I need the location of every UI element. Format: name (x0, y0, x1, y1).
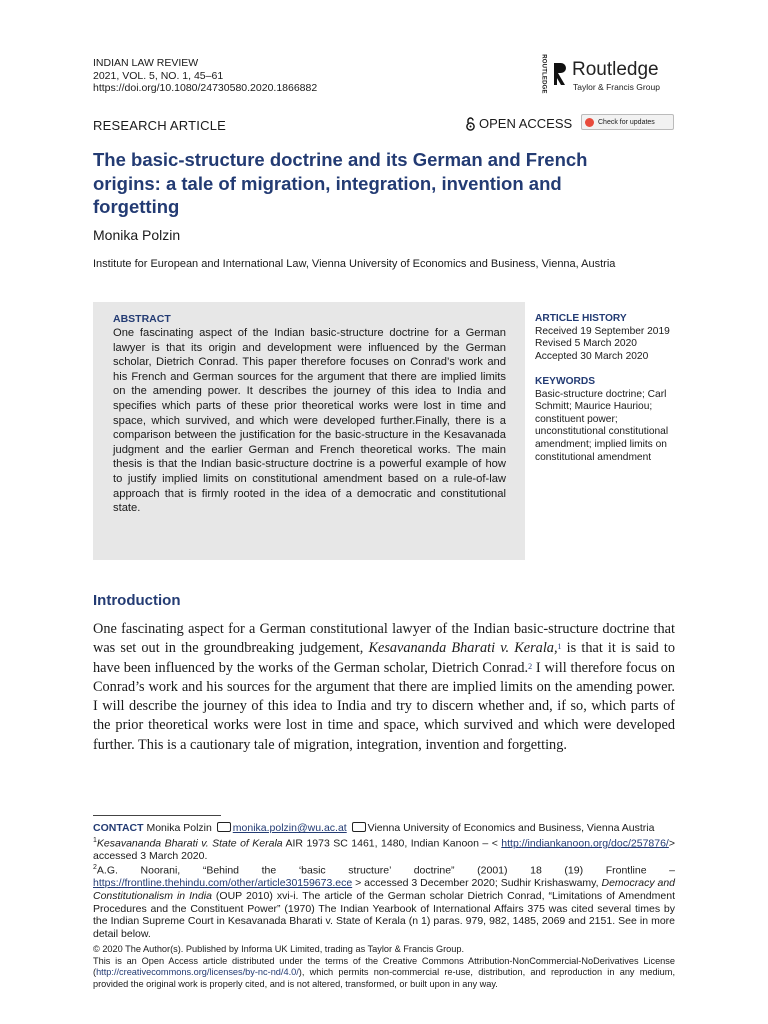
contact-line (93, 822, 675, 835)
publisher-logo (538, 54, 678, 97)
article-history (535, 313, 685, 363)
copyright-line: © 2020 The Author(s). Published by Informa UK Limited, trading as Taylor & Francis Group. (93, 944, 465, 954)
case-name: Kesavananda Bharati v. Kerala, (368, 640, 558, 657)
author-name: Monika Polzin (93, 227, 181, 243)
address-icon (352, 822, 366, 832)
footnote-ref-1[interactable]: 1 (557, 642, 562, 652)
history-heading: ARTICLE HISTORY (535, 313, 627, 324)
history-received: Received 19 September 2019 (535, 325, 670, 337)
publisher-name: Routledge (572, 59, 659, 80)
footnotes (93, 822, 675, 940)
intro-paragraph: One fascinating aspect for a German constitutional lawyer of the Indian basic-structure doctrine that was set out in the groundbreaking judgement, Kesavananda Bharati v. Kerala,$^1$ is that it is said to have been influenced by the works of the German scholar, Dietrich Conrad.$^2$ I will therefore focus on Conrad’s work and his sources for the argument that there are implied limits on the amending power. I will describe the journey of this idea to India and try to discern whether and, if so, which parts of the prior theoretical works were lost in time and space, which survived and which were developed further. This is a cautionary tale of migration, integration, invention and forgetting. (93, 621, 675, 753)
check-updates-label: Check for updates (598, 118, 655, 126)
check-updates-icon (585, 118, 594, 127)
author-affiliation: Institute for European and International Law, Vienna University of Economics and Business, Vienna, Austria (93, 258, 616, 270)
keywords-text: Basic-structure doctrine; Carl Schmitt; Maurice Hauriou; constituent power; unconstitutional constitutional amendment; implied limits on constitutional amendment (535, 388, 669, 463)
journal-volume: 2021, VOL. 5, NO. 1, 45–61 (93, 69, 224, 82)
footnote-1-link[interactable]: http://indiankanoon.org/doc/257876/ (501, 837, 669, 850)
routledge-mark-icon (552, 61, 568, 87)
article-title: The basic-structure doctrine and its German and French origins: a tale of migration, integration, invention and forgetting (93, 149, 588, 217)
keywords (535, 376, 685, 464)
footnote-2-link[interactable]: https://frontline.thehindu.com/other/article30159673.ece (93, 877, 353, 890)
abstract-text: One fascinating aspect of the Indian basic-structure doctrine for a German lawyer is that its origin and development were influenced by the German scholar, Dietrich Conrad. This paper therefore focuses on Conrad’s work and his French and German sources for the argument that there are implied limits on the amending power. It describes the journey of this idea to India and specifies which parts of these prior theoretical works were lost in time and space, which survived, and which were developed further.Finally, there is a comparison between the justification for the basic-structure in the Kesavanada judgment and the earlier German and French theoretical works. The main thesis is that the Indian basic-structure doctrine is a powerful example of how to justify implied limits on constitutional amendment based on a rule-of-law approach that is firmly rooted in the idea of a democratic and constitutional state. (113, 327, 506, 515)
section-heading-introduction: Introduction (93, 592, 181, 609)
open-access-label: OPEN ACCESS (479, 116, 573, 131)
abstract-heading: ABSTRACT (113, 313, 171, 325)
open-lock-icon (465, 117, 476, 131)
contact-name: Monika Polzin (146, 822, 212, 834)
footnote-divider (93, 815, 221, 816)
email-icon (217, 822, 231, 832)
open-access-badge (465, 116, 572, 131)
history-revised: Revised 5 March 2020 (535, 338, 637, 350)
license-link[interactable]: http://creativecommons.org/licenses/by-nc-nd/4.0/ (96, 967, 299, 978)
keywords-heading: KEYWORDS (535, 376, 595, 387)
publisher-group: Taylor & Francis Group (573, 82, 660, 92)
footnote-ref-2[interactable]: 2 (528, 661, 533, 671)
journal-name: INDIAN LAW REVIEW (93, 57, 199, 69)
contact-label: CONTACT (93, 822, 144, 834)
check-updates-button[interactable] (581, 114, 674, 130)
journal-doi[interactable]: https://doi.org/10.1080/24730580.2020.1866882 (93, 82, 318, 94)
license-text: This is an Open Access article distributed under the terms of the Creative Commons Attribution-NonCommercial-NoDerivatives License (http://creativecommons.org/licenses/by-nc-nd/4.0/), which permits non-commercial re-use, distribution, and reproduction in any medium, provided the original work is properly cited, and is not altered, transformed, or built upon in any way. (93, 955, 675, 989)
article-type: RESEARCH ARTICLE (93, 118, 226, 133)
footnote-1: $^1$Kesavananda Bharati v. State of Kerala AIR 1973 SC 1461, 1480, Indian Kanoon – < http://indiankanoon.org/doc/257876/> accessed 3 March 2020. (93, 836, 675, 862)
contact-email[interactable]: monika.polzin@wu.ac.at (232, 822, 347, 834)
license-notice (93, 944, 675, 990)
logo-vertical-text: ROUTLEDGE (540, 54, 547, 94)
footnote-2: $^2$A.G. Noorani, “Behind the ‘basic structure’ doctrine” (2001) 18 (19) Frontline – https://frontline.thehindu.com/other/article30159673.ece > accessed 3 December 2020; Sudhir Krishaswamy, Democracy and Constitutionalism in India (OUP 2010) xvi-i. The article of the German scholar Dietrich Conrad, “Limitations of Amendment Procedures and the Constituent Power” (1970) The Indian Yearbook of International Affairs 375 was cited several times by the Indian Supreme Court in Kesavanada Bharati v. State of Kerala (n 1) paras. 979, 982, 1485, 2069 and 2151. See in more detail below. (93, 864, 676, 940)
journal-info (93, 57, 317, 95)
contact-address: Vienna University of Economics and Business, Vienna Austria (367, 822, 655, 834)
history-accepted: Accepted 30 March 2020 (535, 350, 649, 362)
